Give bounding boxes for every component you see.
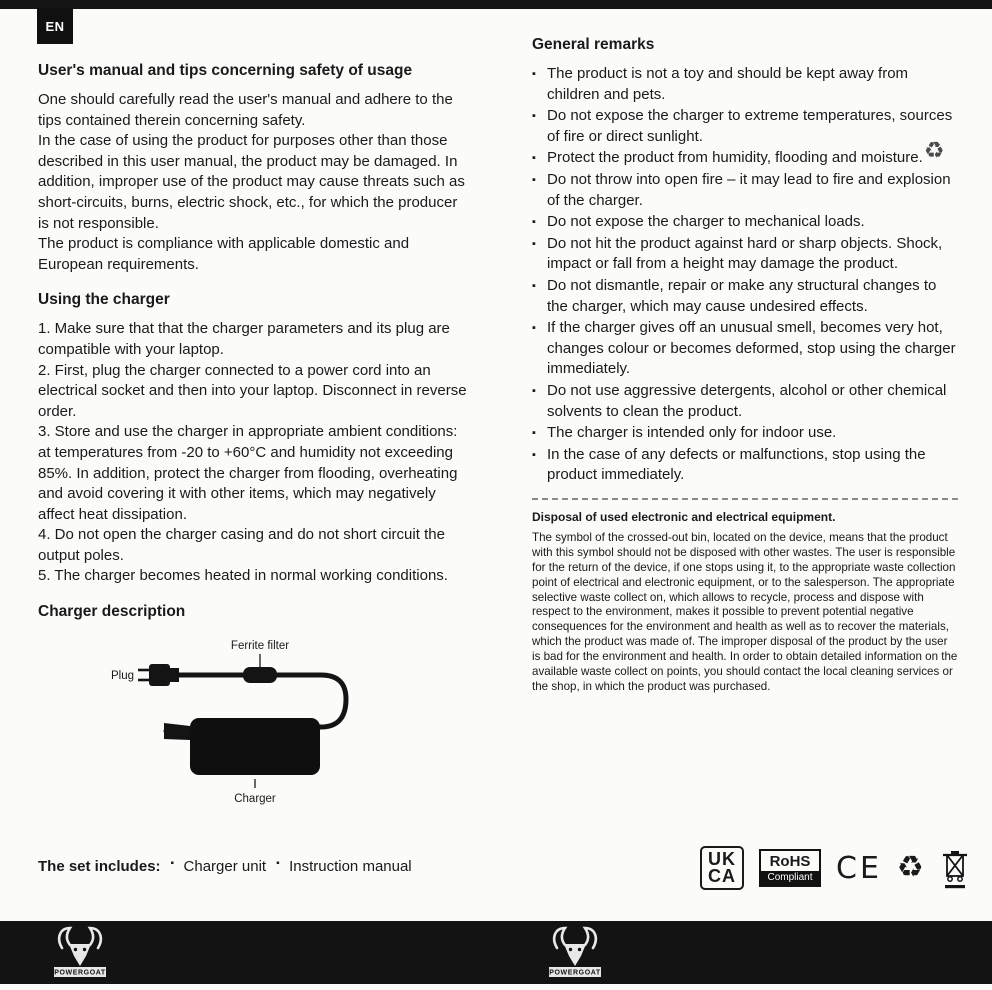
using-charger-list <box>38 319 468 587</box>
disposal-heading: Disposal of used electronic and electrical equipment. <box>532 509 836 524</box>
set-includes-item: ▪ Charger unit <box>171 858 267 875</box>
list-item: ▪ Do not dismantle, repair or make any structural changes to the charger, which may cause undesired effects. <box>532 276 958 317</box>
right-column <box>532 36 958 695</box>
set-includes-item: ▪ Instruction manual <box>276 858 412 875</box>
weee-crossed-bin-icon <box>939 846 971 890</box>
plug-icon <box>138 664 179 686</box>
list-item: 2. First, plug the charger connected to a power cord into an electrical socket and then into your laptop. Disconnect in reverse order. <box>38 361 467 420</box>
list-item: ▪ The product is not a toy and should be kept away from children and pets. <box>532 64 958 105</box>
ferrite-filter-label: Ferrite filter <box>230 640 290 653</box>
charger-brick-shape <box>190 718 320 775</box>
charger-diagram <box>38 635 468 815</box>
list-item: ▪ The charger is intended only for indoor use. <box>532 423 958 444</box>
set-includes-row <box>38 858 478 875</box>
rohs-mark <box>759 849 821 887</box>
compliance-marks-row <box>700 846 971 890</box>
list-item: ▪ In the case of any defects or malfunctions, stop using the product immediately. <box>532 445 958 486</box>
list-item: ▪ If the charger gives off an unusual smell, becomes very hot, changes colour or becomes deformed, stop using the charger immediately. <box>532 318 958 380</box>
list-item: ▪ Do not hit the product against hard or sharp objects. Shock, impact or fall from a height may damage the product. <box>532 234 958 275</box>
language-badge-label: EN <box>45 18 65 34</box>
ukca-mark <box>700 846 744 890</box>
charger-label: Charger <box>234 793 276 806</box>
ukca-bottom-text: CA <box>708 866 736 886</box>
left-column <box>38 62 468 820</box>
list-item: 3. Store and use the charger in appropriate ambient conditions: at temperatures from -20 to +60°C and humidity not exceeding 85%. In addition, protect the charger from flooding, overheating and avoid covering it with other items, which may negatively affect heat dissipation. <box>38 423 458 523</box>
list-item: ▪ Do not use aggressive detergents, alcohol or other chemical solvents to clean the product. <box>532 381 958 422</box>
list-item: 1. Make sure that that the charger parameters and its plug are compatible with your laptop. <box>38 320 450 358</box>
safety-paragraph: One should carefully read the user's manual and adhere to the tips contained therein concerning safety. <box>38 91 453 129</box>
list-item: 5. The charger becomes heated in normal working conditions. <box>38 567 448 585</box>
recycle-icon: ♻ <box>896 850 924 885</box>
list-item: ▪ Protect the product from humidity, flooding and moisture. <box>532 148 958 169</box>
packaging-recycle-icon: ♻ <box>924 138 945 164</box>
safety-heading: User's manual and tips concerning safety of usage <box>38 62 413 79</box>
powergoat-logo <box>52 924 108 981</box>
charger-description-heading: Charger description <box>38 603 186 621</box>
safety-paragraph: The product is compliance with applicable domestic and European requirements. <box>38 235 410 273</box>
ukca-top-text: UK <box>708 849 736 869</box>
using-charger-heading: Using the charger <box>38 291 170 309</box>
plug-label: Plug <box>110 670 134 683</box>
rohs-label: RoHS <box>769 853 811 870</box>
rohs-compliant-label: Compliant <box>761 871 819 885</box>
list-item: ▪ Do not throw into open fire – it may lead to fire and explosion of the charger. <box>532 170 958 211</box>
top-black-strip <box>0 0 992 9</box>
language-badge <box>37 8 73 44</box>
powergoat-logo <box>547 924 603 981</box>
ferrite-filter-shape <box>243 667 277 683</box>
dashed-divider <box>532 498 958 500</box>
list-item: ▪ Do not expose the charger to extreme temperatures, sources of fire or direct sunlight. <box>532 106 958 147</box>
list-item: 4. Do not open the charger casing and do not short circuit the output poles. <box>38 526 445 564</box>
ce-mark: CE <box>836 850 882 886</box>
powergoat-logo-text: POWERGOAT <box>549 969 601 977</box>
footer-black-bar <box>0 921 992 984</box>
general-remarks-heading: General remarks <box>532 36 655 53</box>
general-remarks-list <box>532 64 958 486</box>
dc-connector-shape <box>164 723 190 740</box>
powergoat-logo-text: POWERGOAT <box>54 969 106 977</box>
set-includes-label: The set includes: <box>38 858 161 875</box>
disposal-body: The symbol of the crossed-out bin, located on the device, means that the product with this symbol should not be disposed with other wastes. The user is responsible for the return of the device, if one stops using it, to the appropriate waste collection point of electrical and electronic equipment, or to the salesperson. The appropriate selective waste collect on, which allows to recycle, process and dispose with respect to the environment, makes it possible to prevent potential negative consequences for the environment and health as well as to recover the materials, which the product was made of. The improper disposal of the product by the user is bad for the environment and health. In order to obtain detailed information on the available waste collect on points, you should contact the local cleaning services or the shop, in which the product was purchased. <box>532 530 958 693</box>
list-item: ▪ Do not expose the charger to mechanical loads. <box>532 212 958 233</box>
safety-paragraph: In the case of using the product for purposes other than those described in this user manual, the product may be damaged. In addition, improper use of the product may cause threats such as short-circuits, burns, electric shock, etc., for which the producer is not responsible. <box>38 132 465 232</box>
